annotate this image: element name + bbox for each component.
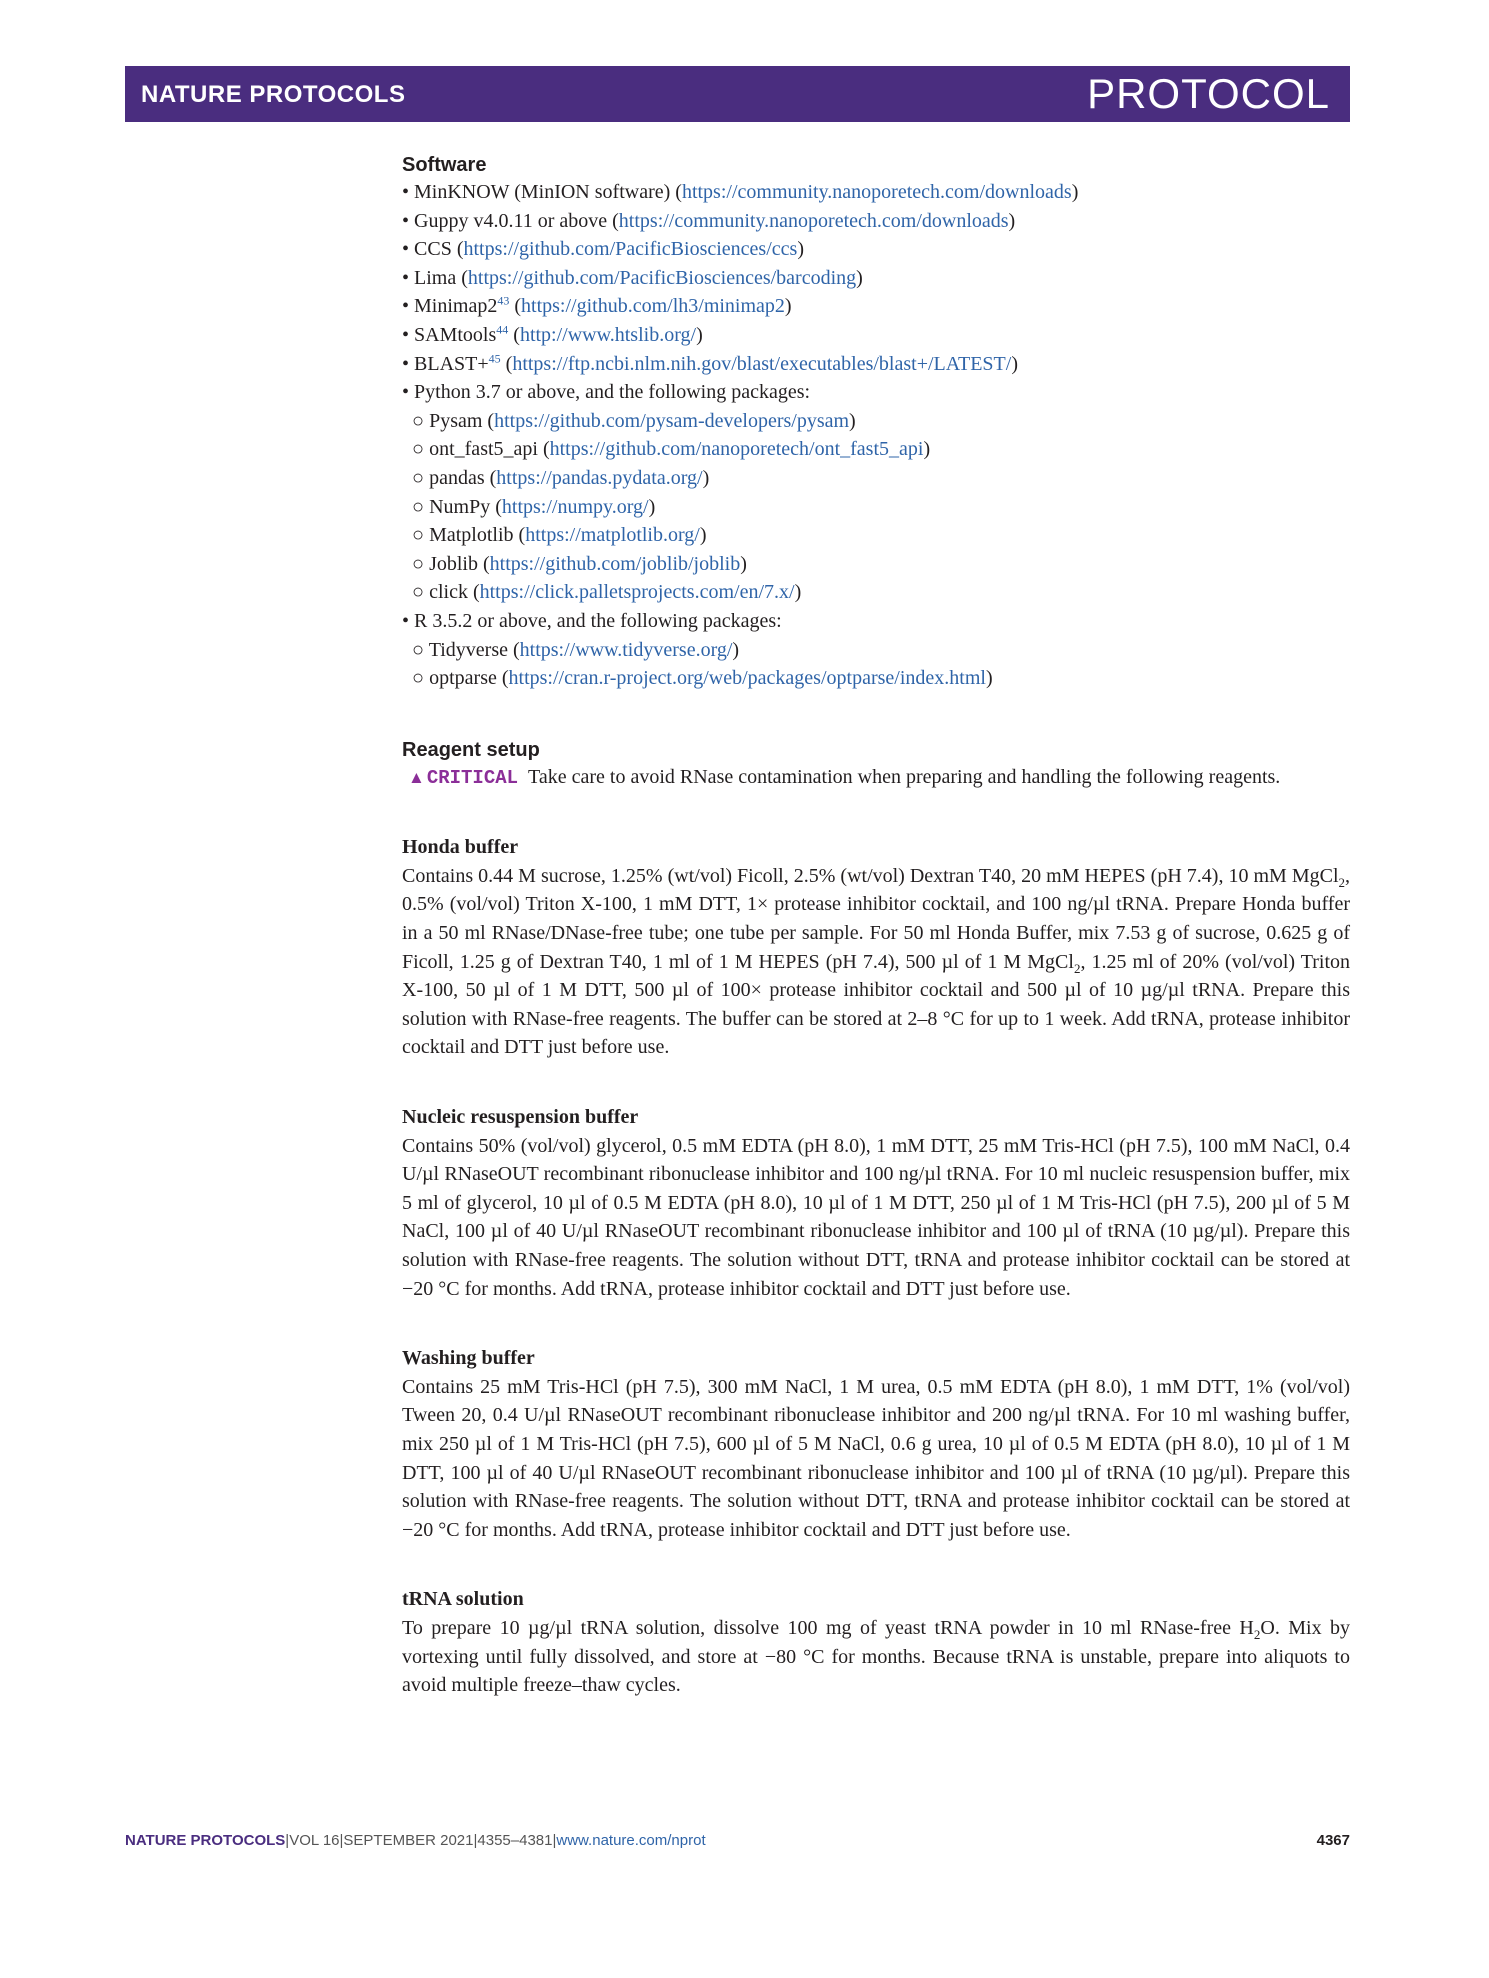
list-item: • Guppy v4.0.11 or above (https://community.nanoporetech.com/downloads) (402, 209, 1016, 232)
warning-triangle-icon: ▲ (408, 767, 425, 787)
link[interactable]: https://github.com/joblib/joblib (489, 552, 741, 575)
section-title: Washing buffer (402, 1347, 535, 1370)
page-footer: NATURE PROTOCOLS|VOL 16|SEPTEMBER 2021|4355–4381|www.nature.com/nprot 4367 (125, 1832, 1350, 1849)
link[interactable]: https://ftp.ncbi.nlm.nih.gov/blast/executables/blast+/LATEST/ (512, 352, 1012, 375)
list-item: • Lima (https://github.com/PacificBiosciences/barcoding) (402, 266, 863, 289)
journal-header-bar (125, 66, 1350, 122)
footer-url[interactable]: www.nature.com/nprot (556, 1832, 706, 1849)
list-item: ○ Joblib (https://github.com/joblib/joblib) (412, 552, 747, 575)
journal-name: NATURE PROTOCOLS (141, 81, 406, 108)
critical-note (402, 763, 1350, 793)
list-item: • Python 3.7 or above, and the following packages: (402, 381, 811, 404)
link[interactable]: https://numpy.org/ (501, 495, 649, 518)
footer-journal: NATURE PROTOCOLS (125, 1832, 286, 1849)
footer-pages: 4355–4381 (477, 1832, 553, 1849)
list-item: • MinKNOW (MinION software) (https://community.nanoporetech.com/downloads) (402, 181, 1079, 203)
list-item: ○ ont_fast5_api (https://github.com/nanoporetech/ont_fast5_api) (412, 438, 931, 461)
critical-label: CRITICAL (426, 766, 519, 789)
critical-text: Take care to avoid RNase contamination when preparing and handling the following reagents. (528, 765, 1281, 788)
link[interactable]: https://click.palletsprojects.com/en/7.x/ (479, 581, 795, 604)
list-item: • SAMtools$^{44}$ (http://www.htslib.org/) (402, 322, 703, 346)
software-list (402, 178, 1350, 693)
article-type: PROTOCOL (1087, 70, 1330, 117)
list-item: • CCS (https://github.com/PacificBiosciences/ccs) (402, 238, 804, 261)
link[interactable]: https://pandas.pydata.org/ (496, 466, 703, 489)
list-item: ○ Tidyverse (https://www.tidyverse.org/) (412, 638, 740, 661)
list-item: ○ NumPy (https://numpy.org/) (412, 495, 656, 518)
link[interactable]: https://github.com/PacificBiosciences/ccs (463, 238, 798, 261)
footer-volume: VOL 16 (289, 1832, 340, 1849)
reference-link[interactable]: 44 (496, 322, 509, 337)
reference-link[interactable]: 43 (497, 293, 510, 308)
link[interactable]: https://github.com/pysam-developers/pysam (494, 409, 850, 432)
list-item: • BLAST+$^{45}$ (https://ftp.ncbi.nlm.nih.gov/blast/executables/blast+/LATEST/) (402, 350, 1018, 375)
section-body: Contains 0.44 M sucrose, 1.25% (wt/vol) Ficoll, 2.5% (wt/vol) Dextran T40, 20 mM HEPES (pH 7.4), 10 mM MgCl$_2$, 0.5% (vol/vol) Triton X-100, 1 mM DTT, 1× protease inhibitor cocktail, and 100 ng/µl tRNA. Prepare Honda buffer in a 50 ml RNase/DNase-free tube; one tube per sample. For 50 ml Honda Buffer, mix 7.53 g of sucrose, 0.625 g of Ficoll, 1.25 g of Dextran T40, 1 ml of 1 M HEPES (pH 7.4), 500 µl of 1 M MgCl$_2$, 1.25 ml of 20% (vol/vol) Triton X-100, 50 µl of 1 M DTT, 500 µl of 100× protease inhibitor cocktail and 500 µl of 10 µg/µl tRNA. Prepare this solution with RNase-free reagents. The buffer can be stored at 2–8 °C for up to 1 week. Add tRNA, protease inhibitor cocktail and DTT just before use. (402, 864, 1351, 1059)
link[interactable]: https://www.tidyverse.org/ (519, 638, 733, 661)
list-item: ○ Pysam (https://github.com/pysam-developers/pysam) (412, 409, 856, 432)
link[interactable]: https://community.nanoporetech.com/downloads (618, 209, 1009, 232)
link[interactable]: https://github.com/lh3/minimap2 (521, 295, 785, 318)
section-body: Contains 25 mM Tris-HCl (pH 7.5), 300 mM NaCl, 1 M urea, 0.5 mM EDTA (pH 8.0), 1 mM DTT, 1% (vol/vol) Tween 20, 0.4 U/µl RNaseOUT recombinant ribonuclease inhibitor and 200 ng/µl tRNA. For 10 ml washing buffer, mix 250 µl of 1 M Tris-HCl (pH 7.5), 600 µl of 5 M NaCl, 0.6 g urea, 10 µl of 0.5 M EDTA (pH 8.0), 10 µl of 1 M DTT, 100 µl of 40 U/µl RNaseOUT recombinant ribonuclease inhibitor and 100 µl of tRNA (10 µg/µl). Prepare this solution with RNase-free reagents. The solution without DTT, tRNA and protease inhibitor cocktail can be stored at −20 °C for months. Add tRNA, protease inhibitor cocktail and DTT just before use. (402, 1375, 1350, 1541)
link[interactable]: https://matplotlib.org/ (525, 524, 700, 547)
main-content (402, 152, 1350, 1700)
section-body: To prepare 10 µg/µl tRNA solution, dissolve 100 mg of yeast tRNA powder in 10 ml RNase-free $H_2O$. Mix by vortexing until fully dissolved, and store at −80 °C for months. Because tRNA is unstable, prepare into aliquots to avoid multiple freeze–thaw cycles. (402, 1616, 1350, 1697)
section-title: tRNA solution (402, 1588, 524, 1611)
software-heading: Software (402, 154, 487, 176)
washing-buffer-section (402, 1344, 1350, 1544)
footer-date: SEPTEMBER 2021 (343, 1832, 474, 1849)
section-body: Contains 50% (vol/vol) glycerol, 0.5 mM EDTA (pH 8.0), 1 mM DTT, 25 mM Tris-HCl (pH 7.5), 100 mM NaCl, 0.4 U/µl RNaseOUT recombinant ribonuclease inhibitor and 100 ng/µl tRNA. For 10 ml nucleic resuspension buffer, mix 5 ml of glycerol, 10 µl of 0.5 M EDTA (pH 8.0), 10 µl of 1 M DTT, 250 µl of 1 M Tris-HCl (pH 7.5), 200 µl of 5 M NaCl, 100 µl of 40 U/µl RNaseOUT recombinant ribonuclease inhibitor and 100 µl of tRNA (10 µg/µl). Prepare this solution with RNase-free reagents. The solution without DTT, tRNA and protease inhibitor cocktail can be stored at −20 °C for months. Add tRNA, protease inhibitor cocktail and DTT just before use. (402, 1134, 1350, 1300)
reagent-setup-section (402, 737, 1350, 793)
link[interactable]: https://github.com/PacificBiosciences/barcoding (467, 266, 857, 289)
section-title: Honda buffer (402, 836, 519, 859)
link[interactable]: https://github.com/nanoporetech/ont_fast5_api (549, 438, 924, 461)
reagent-setup-heading: Reagent setup (402, 738, 540, 761)
nucleic-resuspension-buffer-section (402, 1103, 1350, 1303)
list-item: ○ pandas (https://pandas.pydata.org/) (412, 466, 710, 489)
link[interactable]: https://cran.r-project.org/web/packages/optparse/index.html (508, 667, 986, 690)
list-item: • $Minimap2^{43}$ (https://github.com/lh3/minimap2) (402, 293, 792, 318)
list-item: • R 3.5.2 or above, and the following packages: (402, 609, 782, 632)
section-title: Nucleic resuspension buffer (402, 1106, 639, 1129)
link[interactable]: http://www.htslib.org/ (519, 323, 697, 346)
list-item: ○ optparse (https://cran.r-project.org/web/packages/optparse/index.html) (412, 667, 993, 690)
page-number: 4367 (1316, 1832, 1350, 1849)
trna-solution-section (402, 1585, 1350, 1699)
honda-buffer-section (402, 833, 1350, 1062)
list-item: ○ click (https://click.palletsprojects.com/en/7.x/) (412, 581, 802, 604)
link[interactable]: https://community.nanoporetech.com/downloads (681, 181, 1072, 203)
reference-link[interactable]: 45 (488, 350, 501, 365)
list-item: ○ Matplotlib (https://matplotlib.org/) (412, 524, 707, 547)
